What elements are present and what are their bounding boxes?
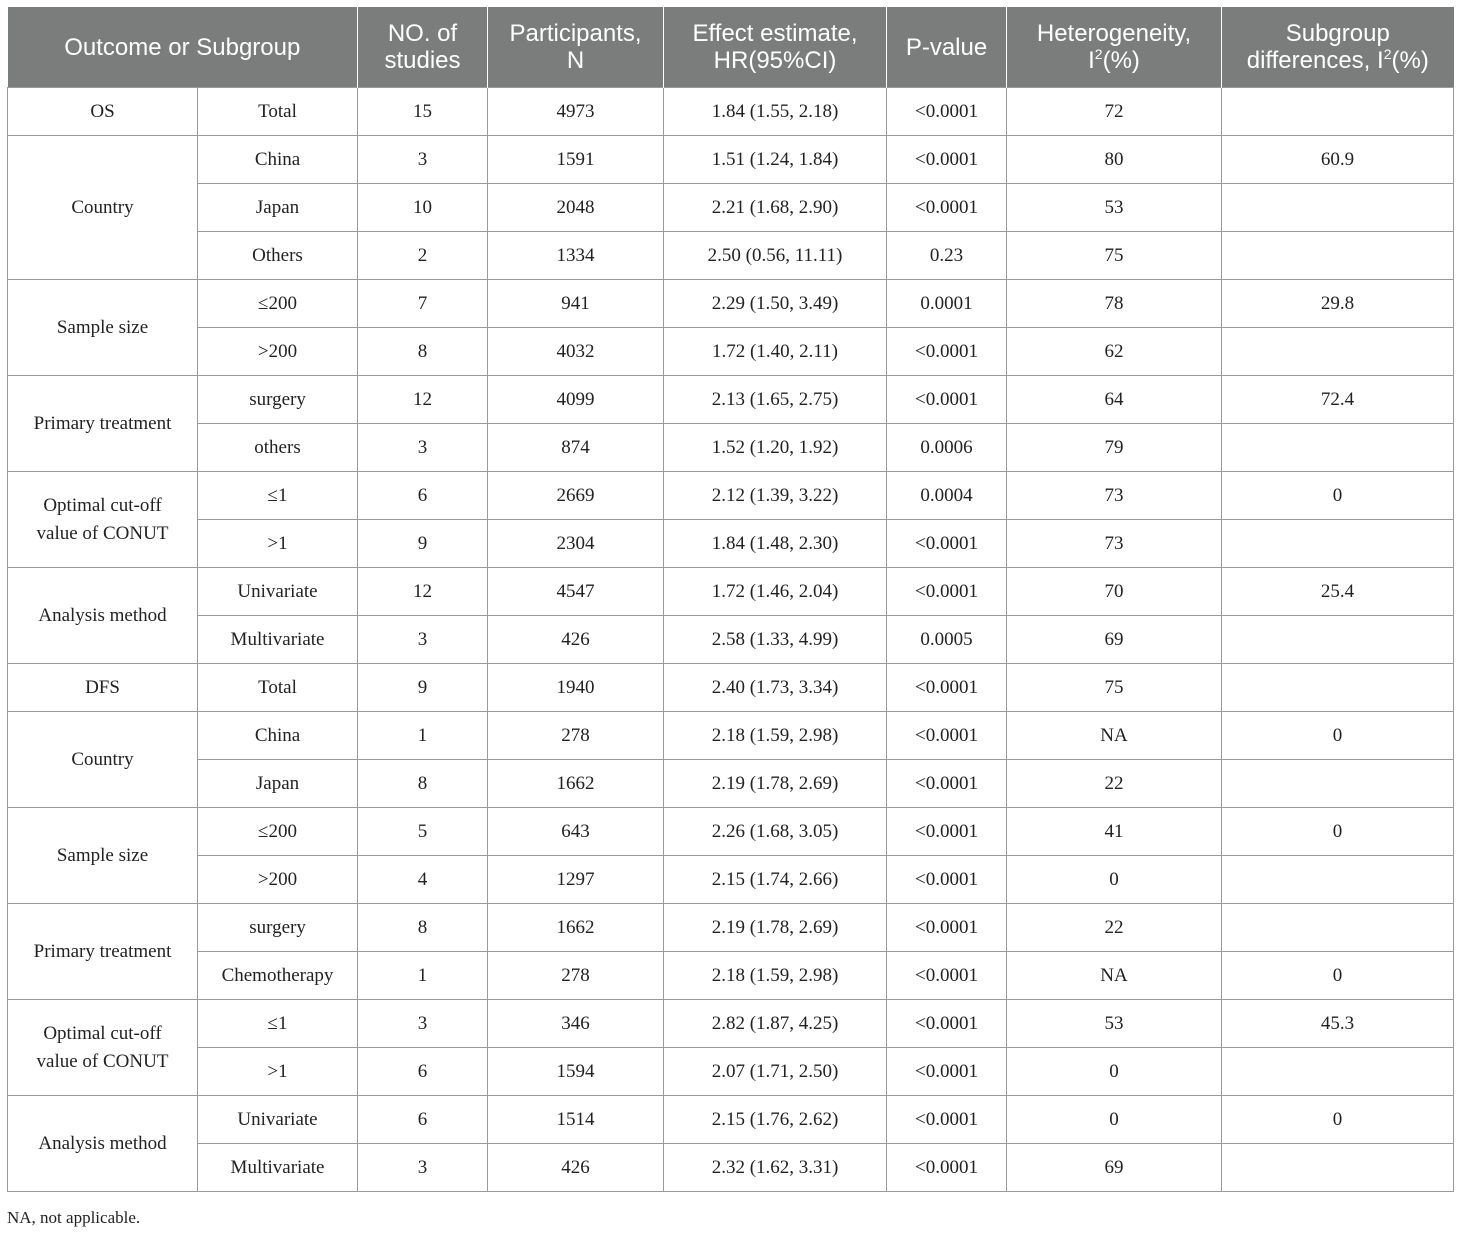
header-heterogeneity-i: I: [1088, 47, 1095, 74]
participants-cell: 1662: [488, 760, 664, 808]
effect-cell: 1.72 (1.46, 2.04): [664, 568, 887, 616]
pvalue-cell: <0.0001: [887, 1048, 1007, 1096]
header-studies-line1: NO. of: [387, 20, 458, 47]
participants-cell: 2048: [488, 184, 664, 232]
heterogeneity-cell: 0: [1007, 1096, 1222, 1144]
subgroup-cell: China: [198, 136, 358, 184]
subgroup-cell: Japan: [198, 184, 358, 232]
group-os-cutoff-line1: Optimal cut-off: [43, 494, 162, 516]
participants-cell: 1334: [488, 232, 664, 280]
table-header: [8, 7, 1454, 88]
heterogeneity-cell: 69: [1007, 1144, 1222, 1192]
group-os-primary-treatment: Primary treatment: [8, 376, 198, 472]
header-heterogeneity: [1007, 7, 1222, 88]
subgroup-analysis-table: [7, 7, 1454, 1192]
participants-cell: 426: [488, 616, 664, 664]
group-os-sample-size: Sample size: [8, 280, 198, 376]
header-subgroup: [1222, 7, 1454, 88]
table-row: [8, 952, 1454, 1000]
pvalue-cell: <0.0001: [887, 1144, 1007, 1192]
pvalue-cell: <0.0001: [887, 712, 1007, 760]
group-os-analysis-method: Analysis method: [8, 568, 198, 664]
group-dfs-analysis-method: Analysis method: [8, 1096, 198, 1192]
subgroup-diff-cell: 45.3: [1222, 1000, 1454, 1048]
table-row: [8, 808, 1454, 856]
group-dfs-country: Country: [8, 712, 198, 808]
studies-cell: 8: [358, 328, 488, 376]
subgroup-cell: Total: [198, 664, 358, 712]
pvalue-cell: <0.0001: [887, 88, 1007, 136]
table-row: [8, 520, 1454, 568]
subgroup-diff-cell: [1222, 760, 1454, 808]
effect-cell: 2.18 (1.59, 2.98): [664, 952, 887, 1000]
participants-cell: 4547: [488, 568, 664, 616]
header-effect-line2: HR(95%CI): [713, 47, 837, 74]
subgroup-cell: Univariate: [198, 1096, 358, 1144]
header-participants: [488, 7, 664, 88]
heterogeneity-cell: 69: [1007, 616, 1222, 664]
heterogeneity-cell: 80: [1007, 136, 1222, 184]
heterogeneity-cell: 72: [1007, 88, 1222, 136]
heterogeneity-cell: NA: [1007, 712, 1222, 760]
studies-cell: 7: [358, 280, 488, 328]
participants-cell: 346: [488, 1000, 664, 1048]
subgroup-cell: ≤1: [198, 472, 358, 520]
pvalue-cell: <0.0001: [887, 952, 1007, 1000]
effect-cell: 2.15 (1.74, 2.66): [664, 856, 887, 904]
subgroup-cell: >1: [198, 1048, 358, 1096]
subgroup-diff-cell: [1222, 1048, 1454, 1096]
heterogeneity-cell: 73: [1007, 472, 1222, 520]
studies-cell: 8: [358, 904, 488, 952]
header-subgroup-line1: Subgroup: [1285, 20, 1390, 47]
group-os-cutoff: [8, 472, 198, 568]
pvalue-cell: <0.0001: [887, 136, 1007, 184]
table-body: [8, 88, 1454, 1192]
pvalue-cell: <0.0001: [887, 376, 1007, 424]
effect-cell: 2.82 (1.87, 4.25): [664, 1000, 887, 1048]
subgroup-diff-cell: 29.8: [1222, 280, 1454, 328]
studies-cell: 6: [358, 1048, 488, 1096]
group-dfs-sample-size: Sample size: [8, 808, 198, 904]
participants-cell: 278: [488, 712, 664, 760]
pvalue-cell: 0.0001: [887, 280, 1007, 328]
subgroup-cell: ≤1: [198, 1000, 358, 1048]
subgroup-diff-cell: 60.9: [1222, 136, 1454, 184]
effect-cell: 2.18 (1.59, 2.98): [664, 712, 887, 760]
subgroup-cell: Japan: [198, 760, 358, 808]
participants-cell: 278: [488, 952, 664, 1000]
participants-cell: 1591: [488, 136, 664, 184]
effect-cell: 2.21 (1.68, 2.90): [664, 184, 887, 232]
table-row: [8, 856, 1454, 904]
pvalue-cell: <0.0001: [887, 184, 1007, 232]
studies-cell: 1: [358, 712, 488, 760]
subgroup-cell: Multivariate: [198, 1144, 358, 1192]
effect-cell: 2.19 (1.78, 2.69): [664, 904, 887, 952]
pvalue-cell: <0.0001: [887, 568, 1007, 616]
table-row: [8, 1144, 1454, 1192]
effect-cell: 1.72 (1.40, 2.11): [664, 328, 887, 376]
subgroup-diff-cell: [1222, 184, 1454, 232]
table-row: [8, 712, 1454, 760]
table-row: [8, 904, 1454, 952]
subgroup-cell: Others: [198, 232, 358, 280]
heterogeneity-cell: 22: [1007, 760, 1222, 808]
subgroup-diff-cell: 0: [1222, 1096, 1454, 1144]
effect-cell: 2.07 (1.71, 2.50): [664, 1048, 887, 1096]
table-row: [8, 616, 1454, 664]
table-row: [8, 424, 1454, 472]
participants-cell: 643: [488, 808, 664, 856]
heterogeneity-cell: 22: [1007, 904, 1222, 952]
studies-cell: 3: [358, 1144, 488, 1192]
pvalue-cell: 0.0004: [887, 472, 1007, 520]
heterogeneity-cell: 62: [1007, 328, 1222, 376]
heterogeneity-cell: 53: [1007, 184, 1222, 232]
participants-cell: 1594: [488, 1048, 664, 1096]
subgroup-cell: surgery: [198, 904, 358, 952]
subgroup-cell: surgery: [198, 376, 358, 424]
heterogeneity-cell: 70: [1007, 568, 1222, 616]
participants-cell: 4099: [488, 376, 664, 424]
effect-cell: 2.19 (1.78, 2.69): [664, 760, 887, 808]
header-row: [8, 7, 1454, 88]
table-row: [8, 568, 1454, 616]
group-dfs-cutoff-line1: Optimal cut-off: [43, 1022, 162, 1044]
header-studies: [358, 7, 488, 88]
participants-cell: 874: [488, 424, 664, 472]
studies-cell: 6: [358, 472, 488, 520]
header-effect: [664, 7, 887, 88]
studies-cell: 12: [358, 376, 488, 424]
header-effect-line1: Effect estimate,: [692, 20, 858, 47]
participants-cell: 941: [488, 280, 664, 328]
group-dfs-primary-treatment: Primary treatment: [8, 904, 198, 1000]
header-outcome: Outcome or Subgroup: [8, 7, 358, 88]
pvalue-cell: 0.0006: [887, 424, 1007, 472]
studies-cell: 3: [358, 616, 488, 664]
table-row: [8, 1000, 1454, 1048]
subgroup-diff-cell: [1222, 328, 1454, 376]
studies-cell: 8: [358, 760, 488, 808]
table-row: [8, 88, 1454, 136]
studies-cell: 2: [358, 232, 488, 280]
studies-cell: 3: [358, 136, 488, 184]
table-footnote: NA, not applicable.: [7, 1208, 141, 1227]
heterogeneity-cell: 79: [1007, 424, 1222, 472]
subgroup-diff-cell: 25.4: [1222, 568, 1454, 616]
subgroup-diff-cell: [1222, 856, 1454, 904]
effect-cell: 1.52 (1.20, 1.92): [664, 424, 887, 472]
subgroup-diff-cell: [1222, 904, 1454, 952]
subgroup-cell: China: [198, 712, 358, 760]
effect-cell: 2.50 (0.56, 11.11): [664, 232, 887, 280]
subgroup-diff-cell: 0: [1222, 808, 1454, 856]
subgroup-diff-cell: [1222, 616, 1454, 664]
table-row: [8, 376, 1454, 424]
subgroup-cell: >200: [198, 856, 358, 904]
header-pvalue: P-value: [887, 7, 1007, 88]
effect-cell: 2.58 (1.33, 4.99): [664, 616, 887, 664]
effect-cell: 2.15 (1.76, 2.62): [664, 1096, 887, 1144]
subgroup-diff-cell: [1222, 664, 1454, 712]
pvalue-cell: <0.0001: [887, 808, 1007, 856]
table-row: [8, 136, 1454, 184]
subgroup-diff-cell: [1222, 232, 1454, 280]
subgroup-diff-cell: [1222, 88, 1454, 136]
header-heterogeneity-unit: (%): [1102, 47, 1140, 74]
effect-cell: 1.84 (1.55, 2.18): [664, 88, 887, 136]
header-subgroup-sup: 2: [1383, 46, 1392, 62]
pvalue-cell: <0.0001: [887, 1000, 1007, 1048]
header-heterogeneity-sup: 2: [1094, 46, 1103, 62]
effect-cell: 2.13 (1.65, 2.75): [664, 376, 887, 424]
studies-cell: 15: [358, 88, 488, 136]
subgroup-diff-cell: [1222, 1144, 1454, 1192]
pvalue-cell: <0.0001: [887, 520, 1007, 568]
participants-cell: 1297: [488, 856, 664, 904]
effect-cell: 2.29 (1.50, 3.49): [664, 280, 887, 328]
studies-cell: 3: [358, 1000, 488, 1048]
table-row: [8, 472, 1454, 520]
heterogeneity-cell: 0: [1007, 1048, 1222, 1096]
heterogeneity-cell: 64: [1007, 376, 1222, 424]
studies-cell: 4: [358, 856, 488, 904]
studies-cell: 6: [358, 1096, 488, 1144]
table-row: [8, 232, 1454, 280]
pvalue-cell: <0.0001: [887, 664, 1007, 712]
subgroup-diff-cell: 0: [1222, 952, 1454, 1000]
header-heterogeneity-line1: Heterogeneity,: [1036, 20, 1192, 47]
pvalue-cell: <0.0001: [887, 904, 1007, 952]
effect-cell: 2.12 (1.39, 3.22): [664, 472, 887, 520]
heterogeneity-cell: NA: [1007, 952, 1222, 1000]
subgroup-cell: Chemotherapy: [198, 952, 358, 1000]
pvalue-cell: <0.0001: [887, 1096, 1007, 1144]
heterogeneity-cell: 41: [1007, 808, 1222, 856]
effect-cell: 1.84 (1.48, 2.30): [664, 520, 887, 568]
heterogeneity-cell: 78: [1007, 280, 1222, 328]
heterogeneity-cell: 0: [1007, 856, 1222, 904]
header-subgroup-i: differences, I: [1246, 47, 1384, 74]
participants-cell: 2304: [488, 520, 664, 568]
subgroup-diff-cell: [1222, 424, 1454, 472]
table-row: [8, 760, 1454, 808]
subgroup-diff-cell: 72.4: [1222, 376, 1454, 424]
heterogeneity-cell: 53: [1007, 1000, 1222, 1048]
effect-cell: 1.51 (1.24, 1.84): [664, 136, 887, 184]
pvalue-cell: <0.0001: [887, 856, 1007, 904]
header-studies-line2: studies: [384, 47, 461, 74]
subgroup-diff-cell: 0: [1222, 472, 1454, 520]
studies-cell: 9: [358, 664, 488, 712]
subgroup-cell: Univariate: [198, 568, 358, 616]
group-os: OS: [8, 88, 198, 136]
participants-cell: 2669: [488, 472, 664, 520]
group-dfs: DFS: [8, 664, 198, 712]
subgroup-cell: >200: [198, 328, 358, 376]
header-participants-line2: N: [566, 47, 585, 74]
pvalue-cell: 0.23: [887, 232, 1007, 280]
studies-cell: 12: [358, 568, 488, 616]
heterogeneity-cell: 75: [1007, 664, 1222, 712]
subgroup-cell: ≤200: [198, 808, 358, 856]
pvalue-cell: <0.0001: [887, 328, 1007, 376]
table-row: [8, 280, 1454, 328]
studies-cell: 3: [358, 424, 488, 472]
studies-cell: 1: [358, 952, 488, 1000]
group-os-cutoff-line2: value of CONUT: [36, 522, 169, 544]
subgroup-diff-cell: [1222, 520, 1454, 568]
effect-cell: 2.40 (1.73, 3.34): [664, 664, 887, 712]
subgroup-cell: ≤200: [198, 280, 358, 328]
group-os-country: Country: [8, 136, 198, 280]
participants-cell: 426: [488, 1144, 664, 1192]
studies-cell: 9: [358, 520, 488, 568]
table-row: [8, 184, 1454, 232]
table-row: [8, 328, 1454, 376]
table-row: [8, 1048, 1454, 1096]
effect-cell: 2.26 (1.68, 3.05): [664, 808, 887, 856]
header-subgroup-unit: (%): [1391, 47, 1429, 74]
pvalue-cell: <0.0001: [887, 760, 1007, 808]
heterogeneity-cell: 75: [1007, 232, 1222, 280]
participants-cell: 1514: [488, 1096, 664, 1144]
participants-cell: 1940: [488, 664, 664, 712]
studies-cell: 5: [358, 808, 488, 856]
group-dfs-cutoff-line2: value of CONUT: [36, 1050, 169, 1072]
header-subgroup-line2: [1228, 47, 1448, 74]
header-heterogeneity-line2: [1013, 47, 1215, 74]
participants-cell: 4032: [488, 328, 664, 376]
table-row: [8, 664, 1454, 712]
effect-cell: 2.32 (1.62, 3.31): [664, 1144, 887, 1192]
pvalue-cell: 0.0005: [887, 616, 1007, 664]
participants-cell: 1662: [488, 904, 664, 952]
subgroup-cell: Total: [198, 88, 358, 136]
results-table-container: [7, 7, 1453, 1192]
participants-cell: 4973: [488, 88, 664, 136]
studies-cell: 10: [358, 184, 488, 232]
group-dfs-cutoff: [8, 1000, 198, 1096]
subgroup-cell: others: [198, 424, 358, 472]
subgroup-cell: Multivariate: [198, 616, 358, 664]
table-row: [8, 1096, 1454, 1144]
header-participants-line1: Participants,: [509, 20, 642, 47]
heterogeneity-cell: 73: [1007, 520, 1222, 568]
subgroup-diff-cell: 0: [1222, 712, 1454, 760]
subgroup-cell: >1: [198, 520, 358, 568]
